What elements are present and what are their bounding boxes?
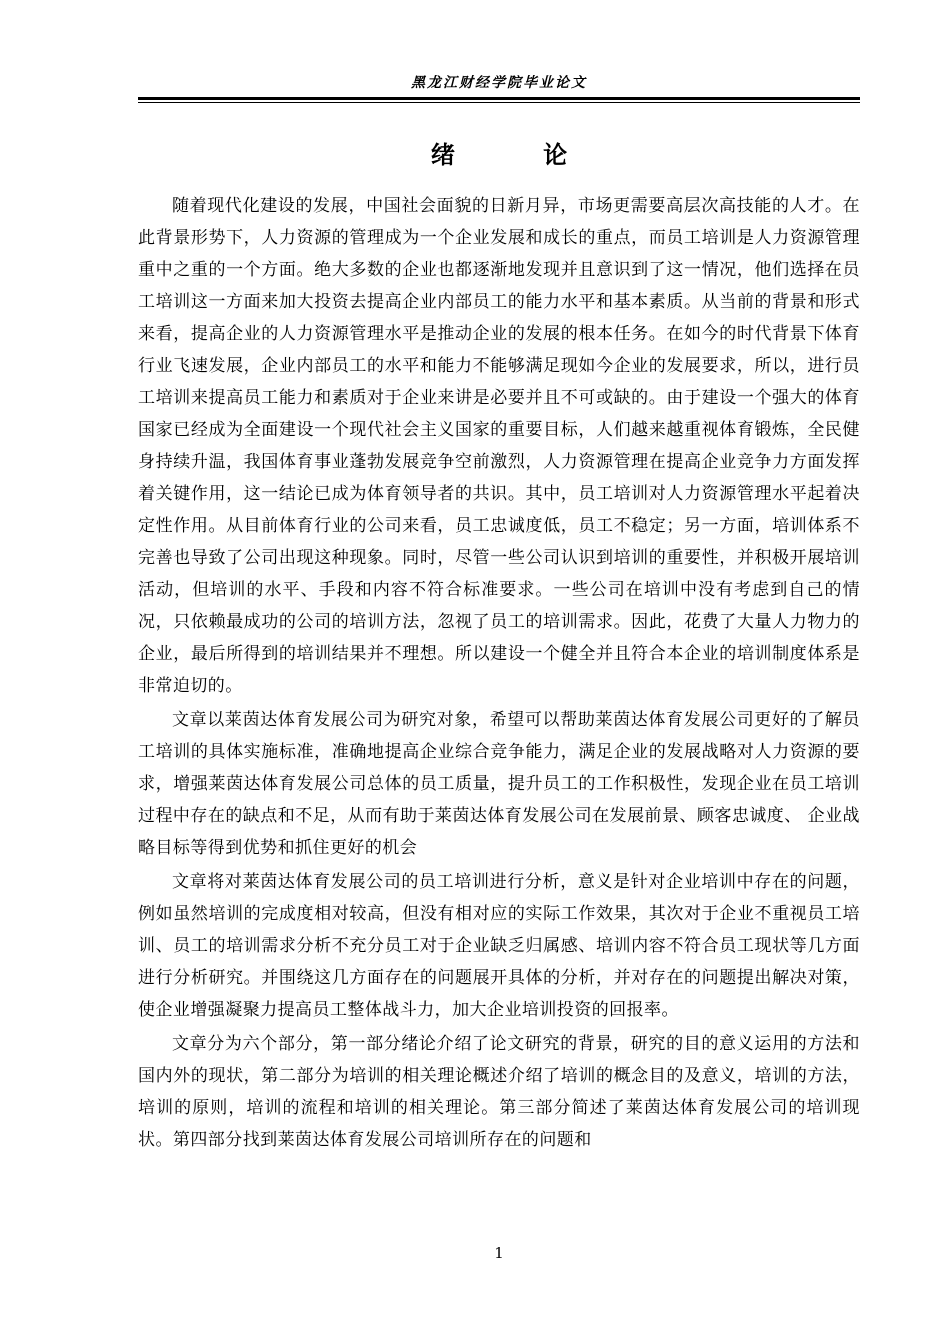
paragraph: 文章将对莱茵达体育发展公司的员工培训进行分析，意义是针对企业培训中存在的问题，例如虽然培训的完成度相对较高，但没有相对应的实际工作效果，其次对于企业不重视员工培训、员工的培训需求分析不充分员工对于企业缺乏归属感、培训内容不符合员工现状等几方面进行分析研究。并围绕这几方面存在的问题展开具体的分析，并对存在的问题提出解决对策，使企业增强凝聚力提高员工整体战斗力，加大企业培训投资的回报率。 — [138, 872, 860, 1020]
page-number: 1 — [494, 1244, 504, 1262]
paragraph: 文章以莱茵达体育发展公司为研究对象，希望可以帮助莱茵达体育发展公司更好的了解员工培训的具体实施标准，准确地提高企业综合竞争能力，满足企业的发展战略对人力资源的要求，增强莱茵达体育发展公司总体的员工质量，提升员工的工作积极性，发现企业在员工培训过程中存在的缺点和不足，从而有助于莱茵达体育发展公司在发展前景、顾客忠诚度、 企业战略目标等得到优势和抓住更好的机会 — [138, 710, 860, 858]
running-header: 黑龙江财经学院毕业论文 — [411, 75, 587, 91]
header-rule-thin — [138, 102, 860, 103]
section-title: 绪 论 — [430, 140, 608, 169]
paragraph: 文章分为六个部分，第一部分绪论介绍了论文研究的背景，研究的目的意义运用的方法和国内外的现状，第二部分为培训的相关理论概述介绍了培训的概念目的及意义，培训的方法，培训的原则，培训的流程和培训的相关理论。第三部分简述了莱茵达体育发展公司的培训现状。第四部分找到莱茵达体育发展公司培训所存在的问题和 — [138, 1034, 860, 1150]
paragraph: 随着现代化建设的发展，中国社会面貌的日新月异，市场更需要高层次高技能的人才。在此背景形势下，人力资源的管理成为一个企业发展和成长的重点，而员工培训是人力资源管理重中之重的一个方面。绝大多数的企业也都逐渐地发现并且意识到了这一情况，他们选择在员工培训这一方面来加大投资去提高企业内部员工的能力水平和基本素质。从当前的背景和形式来看，提高企业的人力资源管理水平是推动企业的发展的根本任务。在如今的时代背景下体育行业飞速发展，企业内部员工的水平和能力不能够满足现如今企业的发展要求，所以，进行员工培训来提高员工能力和素质对于企业来讲是必要并且不可或缺的。由于建设一个强大的体育国家已经成为全面建设一个现代社会主义国家的重要目标，人们越来越重视体育锻炼，全民健身持续升温，我国体育事业蓬勃发展竞争空前激烈，人力资源管理在提高企业竞争力方面发挥着关键作用，这一结论已成为体育领导者的共识。其中，员工培训对人力资源管理水平起着决定性作用。从目前体育行业的公司来看，员工忠诚度低，员工不稳定；另一方面，培训体系不完善也导致了公司出现这种现象。同时，尽管一些公司认识到培训的重要性，并积极开展培训活动，但培训的水平、手段和内容不符合标准要求。一些公司在培训中没有考虑到自己的情况，只依赖最成功的公司的培训方法，忽视了员工的培训需求。因此，花费了大量人力物力的企业，最后所得到的培训结果并不理想。所以建设一个健全并且符合本企业的培训制度体系是非常迫切的。 — [138, 196, 860, 696]
header-rule-thick — [138, 97, 860, 100]
body-text — [138, 190, 860, 1158]
